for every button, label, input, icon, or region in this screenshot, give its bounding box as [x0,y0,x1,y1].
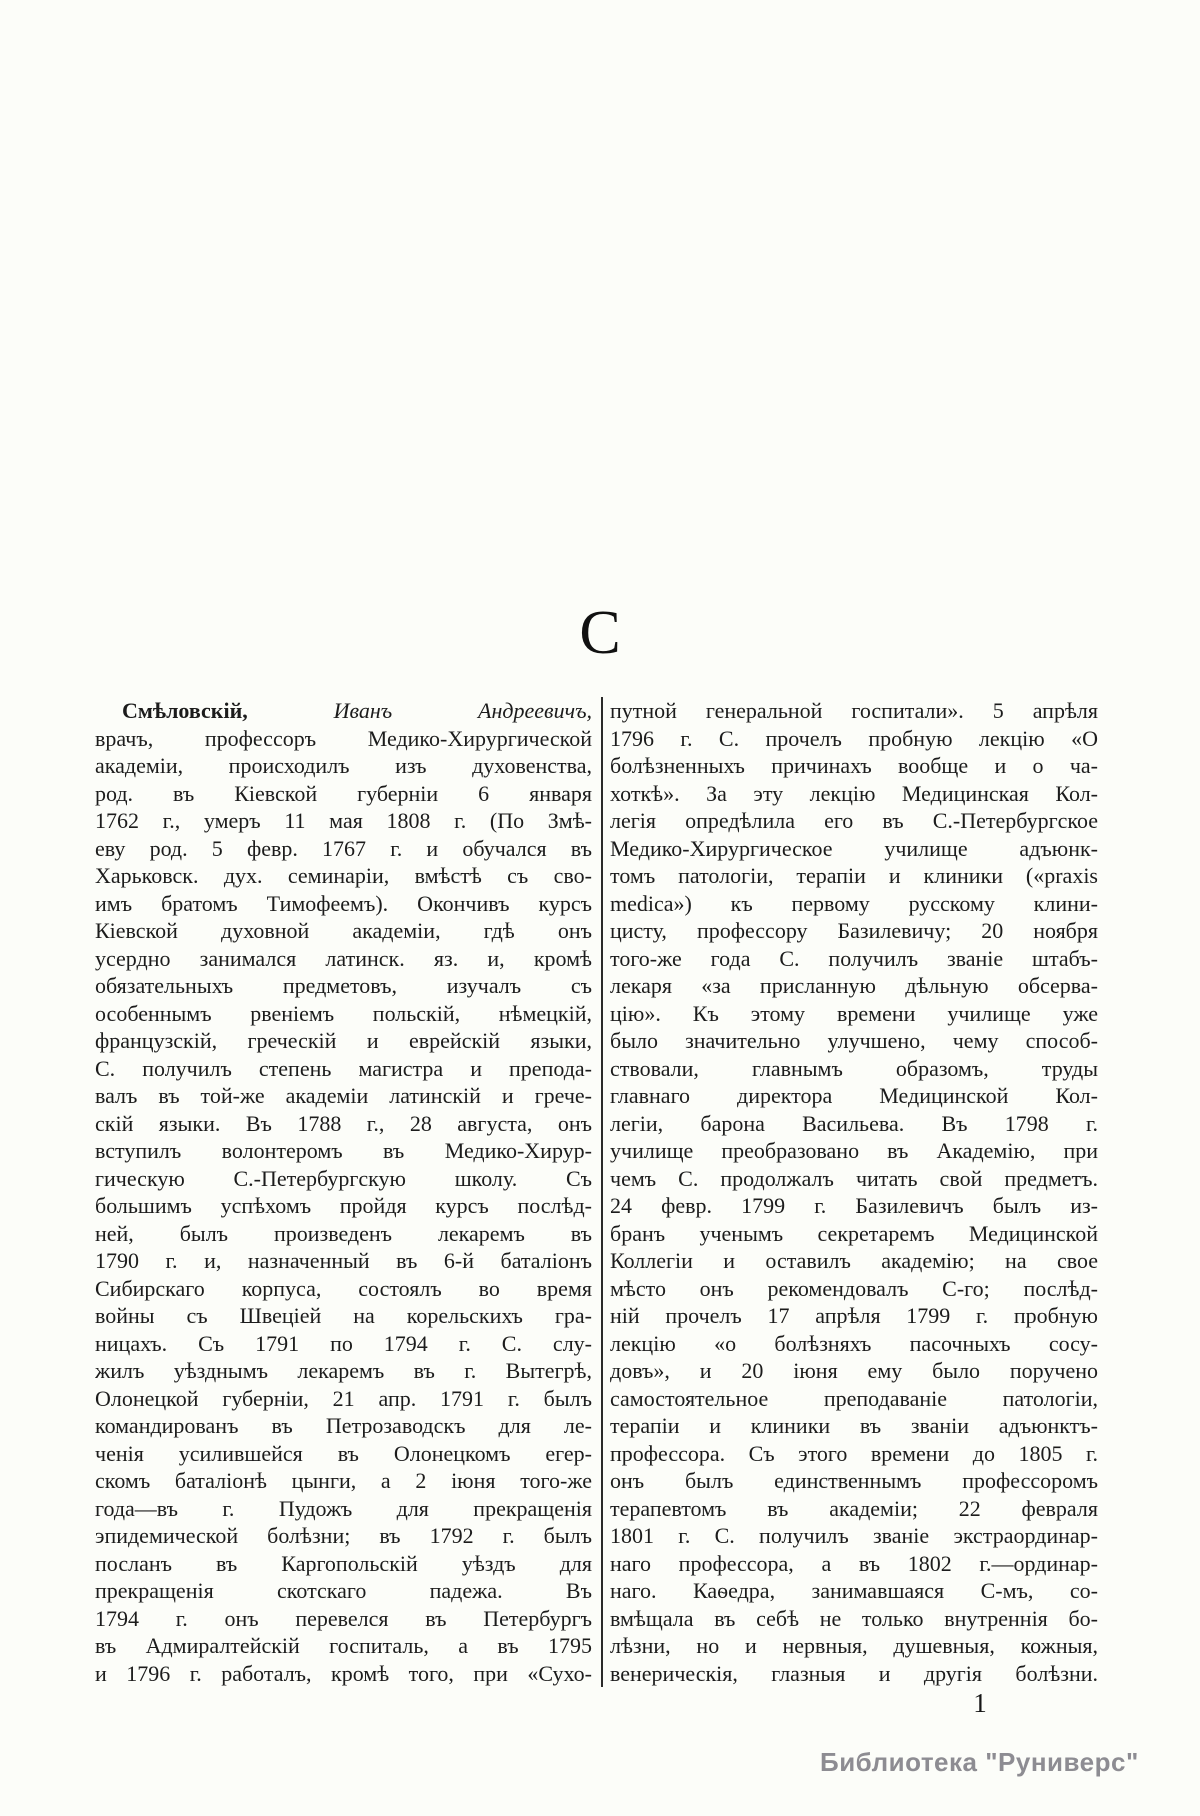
text-line: цисту, профессору Базилевичу; 20 ноября [610,918,1098,943]
text-line: скомъ баталіонѣ цынги, а 2 іюня того-же [95,1468,592,1493]
text-line: училище преобразовано въ Академію, при [610,1138,1098,1163]
text-line: лѣзни, но и нервныя, душевныя, кожныя, [610,1633,1098,1658]
text-line: обязательныхъ предметовъ, изучалъ съ [95,973,592,998]
text-line: 1801 г. С. получилъ званіе экстраординар- [610,1523,1098,1548]
text-line: гическую С.-Петербургскую школу. Съ [95,1165,592,1191]
text-line: 1794 г. онъ перевелся въ Петербургъ [95,1605,592,1631]
text-line: Олонецкой губерніи, 21 апр. 1791 г. былъ [95,1385,592,1411]
text-line: довъ», и 20 іюня ему было поручено [610,1358,1098,1383]
text-segment-italic: Иванъ Андреевичъ, [333,698,592,723]
text-line: прекращенія скотскаго падежа. Въ [95,1578,592,1603]
text-line: ній прочелъ 17 апрѣля 1799 г. пробную [610,1303,1098,1328]
text-line: medica») къ первому русскому клини- [610,890,1098,916]
text-line: особеннымъ рвеніемъ польскій, нѣмецкій, [95,1000,592,1026]
text-line: 24 февр. 1799 г. Базилевичъ былъ из- [610,1193,1098,1218]
text-line: въ Адмиралтейскій госпиталь, а въ 1795 [95,1633,592,1658]
text-line: врачъ, профессоръ Медико-Хирургической [95,725,592,751]
text-line: род. въ Кіевской губерніи 6 января [95,780,592,806]
text-line: главнаго директора Медицинской Кол- [610,1083,1098,1108]
text-line: терапіи и клиники въ званіи адъюнктъ- [610,1413,1098,1438]
text-line: войны съ Швеціей на корельскихъ гра- [95,1303,592,1328]
text-line: онъ былъ единственнымъ профессоромъ [610,1468,1098,1493]
text-line: эпидемической болѣзни; въ 1792 г. былъ [95,1523,592,1548]
text-line: командированъ въ Петрозаводскъ для ле- [95,1413,592,1438]
text-line: С. получилъ степень магистра и препода- [95,1055,592,1081]
text-line: вступилъ волонтеромъ въ Медико-Хирур- [95,1138,592,1163]
text-line: того-же года С. получилъ званіе штабъ- [610,945,1098,971]
text-line: усердно занимался латинск. яз. и, кромѣ [95,945,592,971]
text-line [95,697,592,725]
text-line: путной генеральной госпитали». 5 апрѣля [610,698,1098,723]
left-column [95,697,592,1687]
text-line: болѣзненныхъ причинахъ вообще и о ча- [610,753,1098,778]
text-line: профессора. Съ этого времени до 1805 г. [610,1440,1098,1466]
text-line: посланъ въ Каргопольскій уѣздъ для [95,1550,592,1576]
text-line: венерическія, глазныя и другія болѣзни. [610,1660,1098,1686]
text-line: было значительно улучшено, чему способ- [610,1028,1098,1053]
text-line: ченія усилившейся въ Олонецкомъ егер- [95,1440,592,1466]
text-line: бранъ ученымъ секретаремъ Медицинской [610,1220,1098,1246]
text-line: скій языки. Въ 1788 г., 28 августа, онъ [95,1110,592,1136]
text-line: академіи, происходилъ изъ духовенства, [95,753,592,778]
text-line: мѣсто онъ рекомендовалъ С-го; послѣд- [610,1275,1098,1301]
text-line: хоткѣ». За эту лекцію Медицинская Кол- [610,780,1098,806]
text-line: года—въ г. Пудожъ для прекращенія [95,1495,592,1521]
text-line: Сибирскаго корпуса, состоялъ во время [95,1275,592,1301]
section-heading-letter: С [579,599,621,667]
text-line: легія опредѣлила его въ С.-Петербургское [610,808,1098,833]
page-number: 1 [973,1688,987,1718]
text-line: Коллегіи и оставилъ академію; на свое [610,1248,1098,1273]
text-line: ницахъ. Съ 1791 по 1794 г. С. слу- [95,1330,592,1356]
text-line: легіи, барона Васильева. Въ 1798 г. [610,1110,1098,1136]
text-line: жилъ уѣзднымъ лекаремъ въ г. Вытегрѣ, [95,1358,592,1383]
text-line: 1790 г. и, назначенный въ 6-й баталіонъ [95,1248,592,1273]
text-segment-normal [248,698,334,723]
text-line: томъ патологіи, терапіи и клиники («praxis [610,863,1098,888]
text-line: имъ братомъ Тимофеемъ). Окончивъ курсъ [95,890,592,916]
text-line: лекаря «за присланную дѣльную обсерва- [610,973,1098,998]
text-line: ней, былъ произведенъ лекаремъ въ [95,1220,592,1246]
text-line: ствовали, главнымъ образомъ, труды [610,1055,1098,1081]
text-line: чемъ С. продолжалъ читать свой предметъ. [610,1165,1098,1191]
text-segment-bold: Смѣловскій, [122,698,248,723]
text-line: вмѣщала въ себѣ не только внутреннія бо- [610,1605,1098,1631]
text-line: Кіевской духовной академіи, гдѣ онъ [95,918,592,943]
article-columns [95,697,1098,1687]
column-divider [601,697,603,1687]
text-line: цію». Къ этому времени училище уже [610,1000,1098,1026]
watermark-runivers: Библиотека "Руниверс" [820,1747,1139,1777]
text-line: лекцію «о болѣзняхъ пасочныхъ сосу- [610,1330,1098,1356]
text-line: 1796 г. С. прочелъ пробную лекцію «О [610,725,1098,751]
text-line: самостоятельное преподаваніе патологіи, [610,1385,1098,1411]
text-line: наго. Каѳедра, занимавшаяся С-мъ, со- [610,1578,1098,1603]
text-line: Медико-Хирургическое училище адъюнк- [610,835,1098,861]
text-line: и 1796 г. работалъ, кромѣ того, при «Сухо- [95,1660,592,1686]
text-line: терапевтомъ въ академіи; 22 февраля [610,1495,1098,1521]
right-column [610,697,1098,1687]
text-line: валъ въ той-же академіи латинскій и грече- [95,1083,592,1108]
text-line: еву род. 5 февр. 1767 г. и обучался въ [95,835,592,861]
text-line: Харьковск. дух. семинаріи, вмѣстѣ съ сво- [95,863,592,888]
text-line: французскій, греческій и еврейскій языки, [95,1028,592,1053]
text-line: 1762 г., умеръ 11 мая 1808 г. (По Змѣ- [95,808,592,833]
text-line: наго профессора, а въ 1802 г.—ординар- [610,1550,1098,1576]
text-line: большимъ успѣхомъ пройдя курсъ послѣд- [95,1193,592,1218]
